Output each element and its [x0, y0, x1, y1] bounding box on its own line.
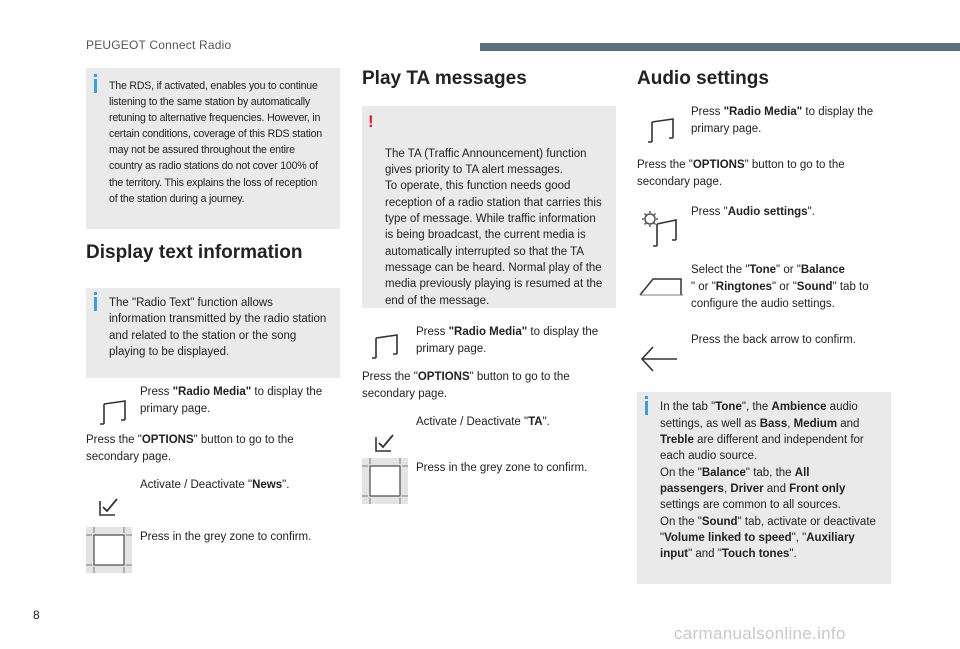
ambience-label: Ambience — [771, 401, 827, 414]
bass-label: Bass — [759, 417, 788, 430]
treble-label: Treble — [660, 434, 694, 446]
grey-zone-icon[interactable] — [362, 458, 408, 504]
step-radio-media — [362, 324, 616, 368]
display-text-heading: Display text information — [86, 242, 303, 263]
note-text: and — [837, 417, 860, 430]
step-news-toggle — [86, 477, 340, 523]
step-radio-media — [86, 384, 340, 428]
note-text: " tab, the — [745, 466, 795, 479]
auxiliary-input-label: Auxiliary input — [660, 531, 855, 561]
step-text: Press in the grey zone to confirm. — [140, 531, 312, 544]
step-text: Press — [416, 326, 449, 338]
all-passengers-label: All passengers — [660, 466, 810, 495]
ta-label: TA — [528, 416, 543, 429]
audio-note-text — [660, 399, 879, 562]
header-title: PEUGEOT Connect Radio — [86, 38, 232, 52]
tab-icon[interactable] — [639, 277, 683, 297]
back-arrow-icon[interactable] — [639, 344, 679, 374]
step-text: Press the " — [637, 159, 693, 171]
radio-media-label: "Radio Media" — [723, 106, 803, 118]
step-grey-zone — [86, 527, 340, 575]
step-options — [362, 369, 616, 402]
note-text: " and " — [688, 548, 722, 561]
header-bar — [480, 43, 960, 51]
options-label: OPTIONS — [141, 434, 194, 446]
page-number: 8 — [33, 608, 40, 622]
driver-label: Driver — [730, 482, 764, 495]
checkbox-icon[interactable] — [375, 434, 395, 452]
step-text: " button to go to the secondary page. — [362, 371, 570, 400]
note-text: " tab, activate or deactivate " — [660, 515, 876, 544]
step-grey-zone — [362, 458, 616, 506]
radio-media-label: "Radio Media" — [172, 386, 252, 398]
column-right — [637, 68, 891, 584]
step-options — [637, 157, 891, 190]
info-marker-icon — [645, 401, 648, 415]
info-marker-icon — [94, 79, 97, 93]
step-text: Press the " — [362, 371, 418, 383]
news-label: News — [252, 479, 283, 492]
grey-zone-icon[interactable] — [86, 527, 132, 573]
sound-label: Sound — [796, 281, 833, 294]
step-back-arrow — [637, 332, 891, 392]
step-text: " or " — [691, 281, 716, 294]
note-text: audio settings, as well as — [660, 401, 858, 430]
music-note-icon[interactable] — [647, 118, 677, 144]
note-text: , — [787, 417, 794, 430]
options-label: OPTIONS — [417, 371, 470, 383]
column-middle — [362, 68, 616, 506]
ta-heading: Play TA messages — [362, 68, 527, 89]
watermark: carmanualsonline.info — [674, 624, 846, 643]
sound-label: Sound — [701, 515, 738, 528]
balance-label: Balance — [800, 264, 845, 277]
music-note-icon[interactable] — [371, 334, 401, 360]
note-text: settings are common to all sources. — [660, 499, 841, 512]
note-text: , — [723, 482, 731, 495]
rds-info-note — [86, 68, 340, 229]
step-text: " tab to configure the audio settings. — [691, 281, 869, 310]
step-options — [86, 432, 340, 465]
step-text: ". — [542, 416, 550, 429]
medium-label: Medium — [793, 417, 838, 430]
audio-settings-label: Audio settings — [727, 206, 808, 219]
radio-media-label: "Radio Media" — [448, 326, 528, 338]
ta-note-text: The TA (Traffic Announcement) function gives priority to TA alert messages. To operate, this function needs good reception of a radio station that carries this type of message. While traffic information is being broadcast, the current media is automatically interrupted so that the TA message can be heard. Normal play of the media previously playing is resumed at the end of the message. — [385, 147, 603, 307]
warning-icon: ! — [368, 112, 374, 131]
balance-label: Balance — [701, 466, 746, 479]
info-marker-icon — [94, 297, 97, 311]
column-left — [86, 68, 340, 575]
step-text: ". — [282, 479, 290, 492]
audio-info-note — [637, 392, 891, 584]
rds-note-text: The RDS, if activated, enables you to continue listening to the same station by automatically retuning to alternative frequencies. However, in certain conditions, coverage of this RDS station may not be assured throughout the entire country as radio stations do not cover 100% of the territory. This explains the loss of reception of the station during a journey. — [109, 80, 322, 205]
music-note-icon[interactable] — [99, 400, 129, 426]
radio-text-info-note — [86, 288, 340, 378]
note-text: ". — [789, 548, 797, 561]
step-text: " button to go to the secondary page. — [86, 434, 294, 463]
step-text: " button to go to the secondary page. — [637, 159, 845, 188]
step-text: Select the " — [691, 264, 750, 277]
step-text: Activate / Deactivate " — [140, 479, 253, 492]
step-text: Press the " — [86, 434, 142, 446]
step-text: Press — [140, 386, 173, 398]
checkbox-icon[interactable] — [99, 498, 119, 516]
tone-label: Tone — [749, 264, 777, 277]
tone-label: Tone — [715, 401, 742, 414]
audio-settings-heading: Audio settings — [637, 68, 769, 89]
step-text: to display the primary page. — [416, 326, 599, 355]
volume-linked-label: Volume linked to speed — [664, 531, 792, 544]
radio-text-note-text: The "Radio Text" function allows information transmitted by the radio station and related to the station or the song playing to be displayed. — [109, 297, 327, 358]
note-text: ", the — [741, 401, 772, 414]
note-text: are different and independent for each audio source. — [660, 434, 864, 463]
note-text: In the tab " — [660, 401, 716, 414]
step-text: Press — [691, 106, 724, 118]
step-text: Press " — [691, 206, 728, 219]
step-ta-toggle — [362, 414, 616, 456]
note-text: On the " — [660, 515, 702, 528]
ringtones-label: Ringtones — [715, 281, 773, 294]
note-text: ", " — [791, 531, 807, 544]
touch-tones-label: Touch tones — [721, 548, 790, 561]
ta-warning-note — [362, 106, 616, 308]
step-text: Activate / Deactivate " — [416, 416, 529, 429]
options-label: OPTIONS — [692, 159, 745, 171]
note-text: and — [763, 482, 790, 495]
step-text: to display the primary page. — [691, 106, 874, 135]
step-audio-settings — [637, 204, 891, 256]
step-text: Press the back arrow to confirm. — [691, 334, 856, 347]
step-text: " or " — [776, 264, 801, 277]
step-text: ". — [807, 206, 815, 219]
audio-settings-icon[interactable] — [641, 210, 681, 250]
note-text: On the " — [660, 466, 702, 479]
step-text: " or " — [772, 281, 797, 294]
front-only-label: Front only — [789, 482, 846, 495]
step-text: Press in the grey zone to confirm. — [416, 462, 588, 475]
step-select-tab — [637, 262, 891, 332]
step-text: to display the primary page. — [140, 386, 323, 415]
step-radio-media — [637, 104, 891, 148]
